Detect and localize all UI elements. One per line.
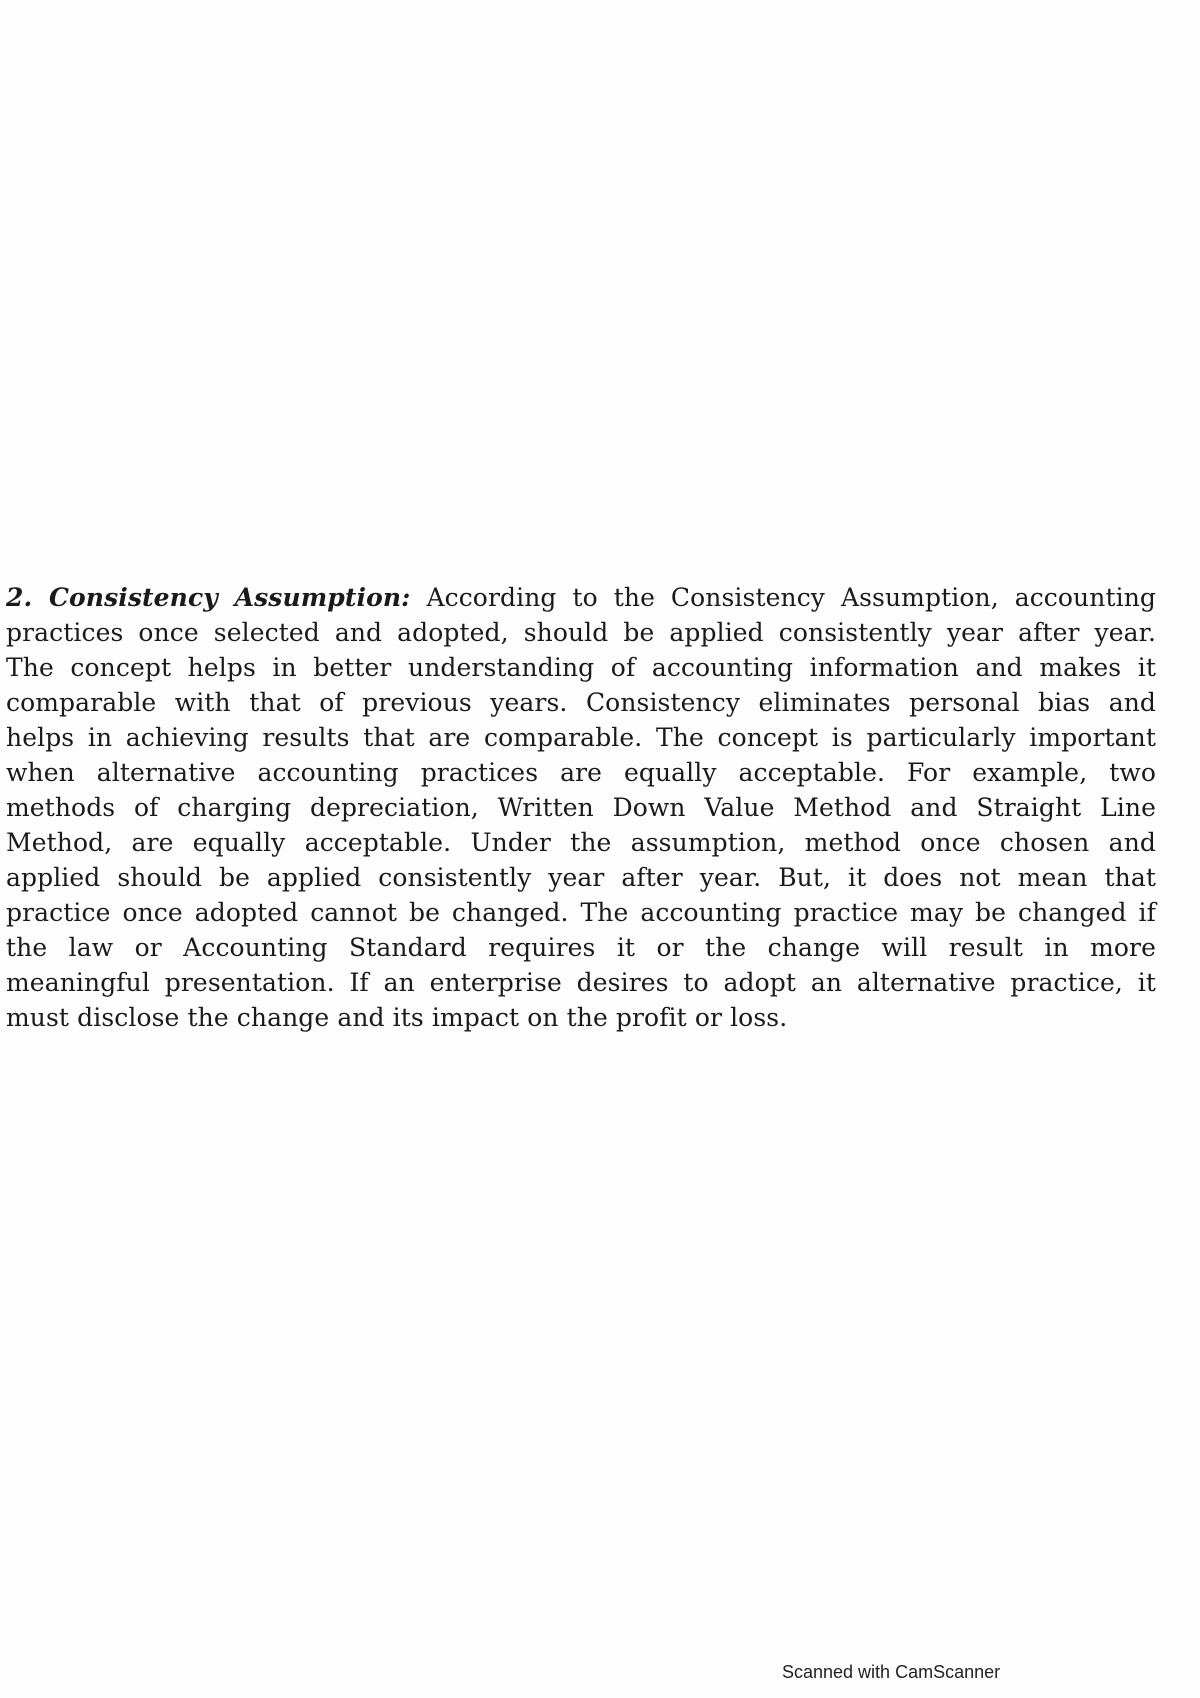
section-number: 2. <box>6 583 33 612</box>
section-title: Consistency Assumption: <box>49 583 411 612</box>
section-heading <box>6 583 411 612</box>
scanner-watermark: Scanned with CamScanner <box>782 1662 1001 1682</box>
paragraph-line-2: practices once selected and adopted, should be applied consistently year after year. <box>6 618 1156 647</box>
paragraph-line-5: helps in achieving results that are comparable. The concept is particularly important <box>6 723 1156 752</box>
paragraph-line-11: the law or Accounting Standard requires it or the change will result in more <box>6 933 1156 962</box>
paragraph-line-1 <box>6 580 1156 615</box>
consistency-assumption-section <box>6 580 1156 1035</box>
paragraph-line-12: meaningful presentation. If an enterprise desires to adopt an alternative practice, it <box>6 968 1156 997</box>
paragraph-text: According to the Consistency Assumption, accounting <box>426 583 1156 612</box>
paragraph-line-13: must disclose the change and its impact on the profit or loss. <box>6 1003 788 1032</box>
paragraph-line-10: practice once adopted cannot be changed. The accounting practice may be changed if <box>6 898 1156 927</box>
paragraph-line-6: when alternative accounting practices are equally acceptable. For example, two <box>6 758 1156 787</box>
paragraph-line-8: Method, are equally acceptable. Under the assumption, method once chosen and <box>6 828 1156 857</box>
paragraph-line-4: comparable with that of previous years. Consistency eliminates personal bias and <box>6 688 1156 717</box>
paragraph-line-7: methods of charging depreciation, Written Down Value Method and Straight Line <box>6 793 1156 822</box>
paragraph-line-3: The concept helps in better understanding of accounting information and makes it <box>6 653 1156 682</box>
paragraph-line-9: applied should be applied consistently year after year. But, it does not mean that <box>6 863 1156 892</box>
